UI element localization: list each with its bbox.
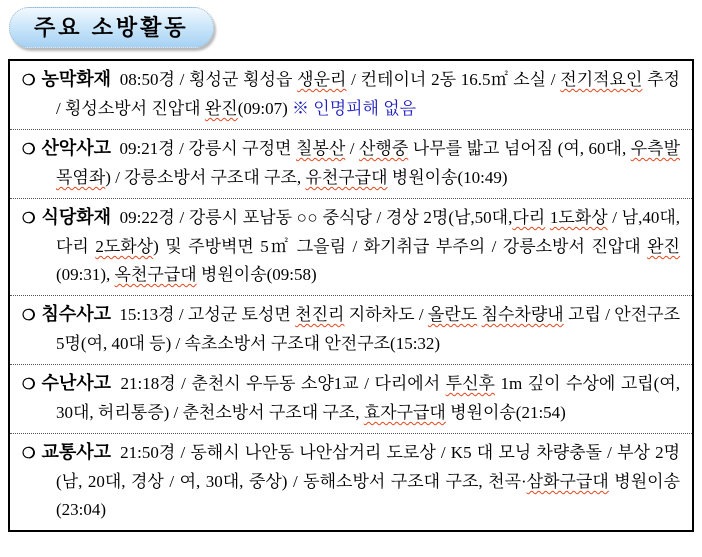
spellcheck-word: 2도화상 (95, 237, 154, 256)
incident-text: ) 및 주방벽면 5㎡ 그을림 / 화기취급 부주의 / 강릉소방서 진압대 (153, 237, 648, 256)
incident-entry (10, 61, 692, 129)
incident-text: 병원이송(10:49) (387, 168, 508, 187)
spellcheck-word: 1도화상 (549, 208, 608, 227)
incident-list (8, 59, 694, 532)
spellcheck-word: 다리 (512, 208, 546, 227)
spellcheck-word: 효자구급대 (363, 403, 446, 422)
incident-text: (09:07) (237, 99, 293, 118)
spellcheck-word: 침수차량내 (481, 305, 564, 324)
incident-text: / 남,40대, 다리 (56, 208, 681, 256)
incident-text: 병원이송(23:04) (56, 472, 680, 519)
incident-text: 09:21경 / 강릉시 구정면 (115, 139, 296, 158)
incident-entry (10, 129, 692, 198)
spellcheck-word: 전기적요인 (560, 70, 643, 89)
incident-text: (09:31), (56, 265, 115, 284)
incident-category: 식당화재 (41, 207, 112, 227)
spellcheck-word: 우측발목염좌 (56, 139, 680, 187)
incident-entry (10, 198, 692, 295)
incident-text: 나무를 밟고 넘어짐 (여, 60대, (408, 139, 631, 158)
incident-entry (10, 433, 692, 530)
spellcheck-word: 생운리 (297, 70, 347, 89)
spellcheck-word: 유천구급대 (305, 168, 388, 187)
spellcheck-word: 옥천구급대 (114, 265, 197, 284)
spellcheck-word: 완진 (647, 237, 680, 256)
casualty-note: ※ 인명피해 없음 (292, 99, 417, 118)
bullet-circle-icon: ❍ (22, 308, 36, 324)
spellcheck-word: 천진리 (295, 305, 345, 324)
bullet-circle-icon: ❍ (22, 377, 36, 393)
incident-text: 08:50경 / 횡성군 횡성읍 (115, 70, 298, 89)
incident-text: 지하차도 / (344, 305, 428, 324)
spellcheck-word: 올란도 (427, 305, 478, 324)
spellcheck-word: 투신후 (445, 374, 495, 393)
incident-text: 15:13경 / 고성군 토성면 (115, 305, 296, 324)
incident-text: ) / 강릉소방서 구조대 구조, (105, 168, 306, 187)
incident-text: 1m 깊이 수상에 고립(여, 30대, 허리통증) / 춘천소방서 구조대 구조, (56, 374, 680, 422)
incident-text: 병원이송(21:54) (445, 403, 566, 422)
spellcheck-word: 완진 (204, 99, 238, 118)
bullet-circle-icon: ❍ (22, 211, 36, 227)
page-title: 주요 소방활동 (9, 7, 214, 48)
incident-text: 병원이송(09:58) (196, 265, 317, 284)
incident-entry (10, 295, 692, 364)
incident-entry (10, 364, 692, 433)
incident-category: 수난사고 (41, 373, 112, 393)
incident-text: 고립 / 안전구조 5명(여, 40대 등) / 속초소방서 구조대 안전구조(15:32) (56, 305, 680, 353)
incident-text: 21:50경 / 동해시 나안동 나안삼거리 도로상 / K5 대 모닝 차량충돌 / 부상 2명(남, 20대, 경상 / 여, 30대, 중상) / 동해소방서 구조대 구조, 천곡· (56, 443, 680, 491)
incident-text: / 컨테이너 2동 16.5㎡ 소실 / (346, 70, 561, 89)
incident-text: 추정 / 횡성소방서 진압대 (56, 70, 680, 118)
incident-category: 산악사고 (41, 138, 112, 158)
spellcheck-word: 삼화구급대 (526, 472, 609, 491)
bullet-circle-icon: ❍ (22, 73, 36, 89)
incident-category: 농막화재 (41, 69, 112, 89)
incident-text: / (345, 139, 359, 158)
incident-category: 교통사고 (41, 442, 112, 462)
spellcheck-word: 산행중 (359, 139, 409, 158)
incident-category: 침수사고 (41, 304, 112, 324)
bullet-circle-icon: ❍ (22, 142, 36, 158)
incident-text: 09:22경 / 강릉시 포남동 ○○ 중식당 / 경상 2명(남,50대, (115, 208, 513, 227)
incident-text: 21:18경 / 춘천시 우두동 소양1교 / 다리에서 (115, 374, 446, 393)
spellcheck-word: 칠봉산 (295, 139, 346, 158)
bullet-circle-icon: ❍ (22, 446, 36, 462)
